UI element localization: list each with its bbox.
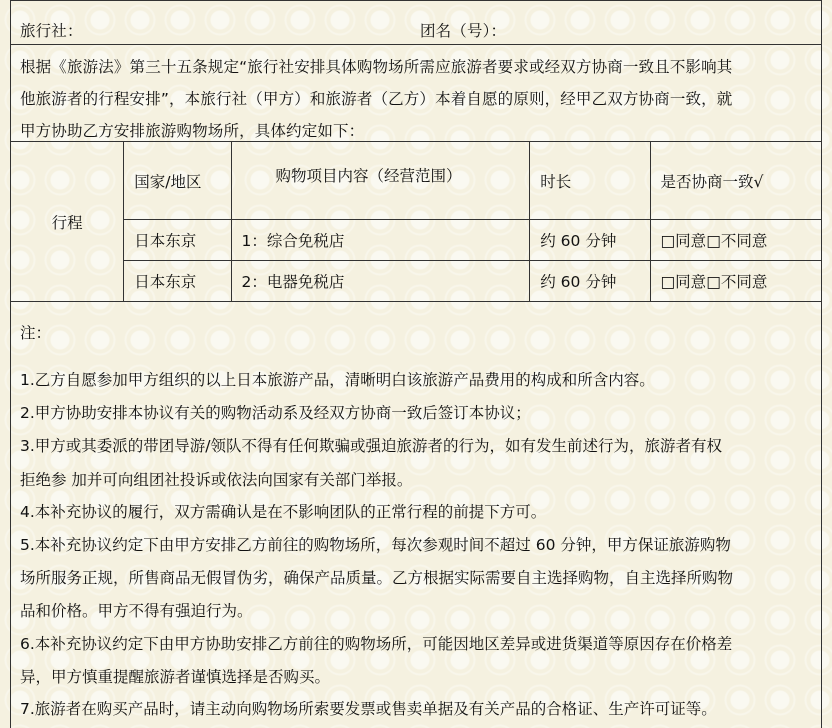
note-line-9: 6.本补充协议约定下由甲方协助安排乙方前往的购物场所，可能因地区差异或进货渠道等原因存在价格差 — [20, 635, 733, 653]
row-duration: 约 60 分钟 — [530, 261, 650, 302]
frame-left-border — [10, 0, 11, 728]
group-label: 团名（号）： — [420, 22, 507, 40]
note-line-1: 1.乙方自愿参加甲方组织的以上日本旅游产品，清晰明白该旅游产品费用的构成和所含内容。 — [20, 371, 655, 389]
consent-disagree-checkbox[interactable]: □不同意 — [706, 273, 768, 291]
intro-line-2: 他旅游者的行程安排”，本旅行社（甲方）和旅游者（乙方）本着自愿的原则，经甲乙双方协商一致，就 — [20, 90, 733, 108]
consent-agree-checkbox[interactable]: □同意 — [660, 273, 707, 291]
row-item: 2：电器免税店 — [231, 261, 530, 302]
row-region: 日本东京 — [124, 261, 231, 302]
note-line-6: 5.本补充协议约定下由甲方安排乙方前往的购物场所，每次参观时间不超过 60 分钟，甲方保证旅游购物 — [20, 536, 731, 554]
row-region: 日本东京 — [124, 220, 231, 261]
note-line-5: 4.本补充协议的履行，双方需确认是在不影响团队的正常行程的前提下方可。 — [20, 503, 547, 521]
header-divider — [10, 44, 822, 45]
note-line-7: 场所服务正规，所售商品无假冒伪劣，确保产品质量。乙方根据实际需要自主选择购物，自主选择所购物 — [20, 569, 734, 587]
table-row — [11, 261, 822, 302]
shopping-schedule-table — [10, 141, 822, 302]
intro-line-3: 甲方协助乙方安排旅游购物场所，具体约定如下： — [20, 122, 365, 140]
row-item: 1：综合免税店 — [231, 220, 530, 261]
top-border — [10, 0, 822, 1]
table-header-row — [11, 142, 822, 220]
column-header-consent: 是否协商一致√ — [650, 142, 821, 220]
column-header-duration: 时长 — [530, 142, 650, 220]
column-header-item: 购物项目内容（经营范围） — [231, 142, 530, 220]
itinerary-label: 行程 — [11, 142, 124, 302]
agency-label: 旅行社： — [20, 22, 83, 40]
row-consent — [650, 220, 821, 261]
notes-title: 注： — [20, 324, 52, 342]
note-line-8: 品和价格。甲方不得有强迫行为。 — [20, 602, 253, 620]
consent-agree-checkbox[interactable]: □同意 — [660, 232, 707, 250]
intro-line-1: 根据《旅游法》第三十五条规定“旅行社安排具体购物场所需应旅游者要求或经双方协商一致且不影响其 — [20, 58, 733, 76]
consent-disagree-checkbox[interactable]: □不同意 — [706, 232, 768, 250]
note-line-4: 拒绝参 加并可向组团社投诉或依法向国家有关部门举报。 — [20, 471, 413, 489]
note-line-11: 7.旅游者在购买产品时，请主动向购物场所索要发票或售卖单据及有关产品的合格证、生产许可证等。 — [20, 700, 717, 718]
column-header-region: 国家/地区 — [124, 142, 231, 220]
note-line-2: 2.甲方协助安排本协议有关的购物活动系及经双方协商一致后签订本协议； — [20, 404, 531, 422]
note-line-10: 异，甲方慎重提醒旅游者谨慎选择是否购买。 — [20, 668, 331, 686]
frame-right-border — [821, 0, 822, 728]
row-duration: 约 60 分钟 — [530, 220, 650, 261]
note-line-3: 3.甲方或其委派的带团导游/领队不得有任何欺骗或强迫旅游者的行为，如有发生前述行为，旅游者有权 — [20, 437, 723, 455]
row-consent — [650, 261, 821, 302]
table-row — [11, 220, 822, 261]
